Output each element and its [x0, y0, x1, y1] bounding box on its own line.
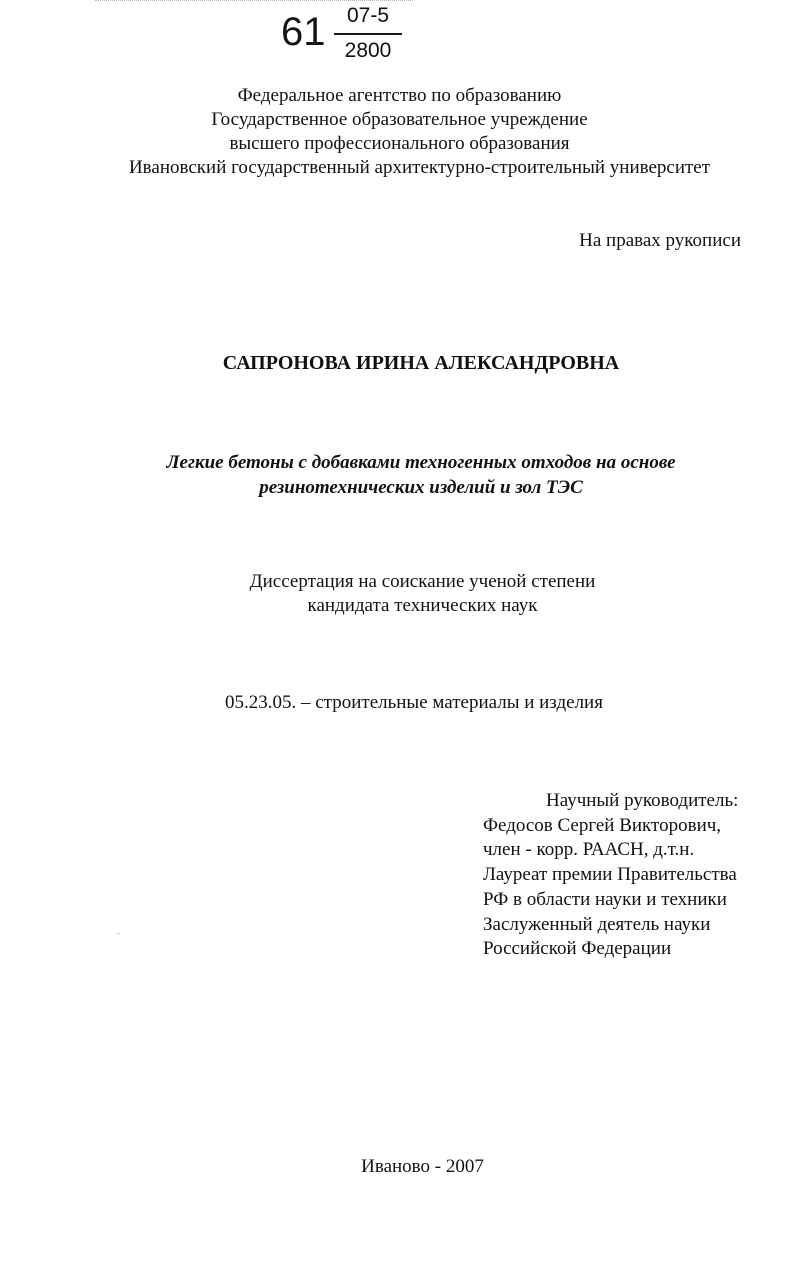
organization-line: Ивановский государственный архитектурно-строительный университет [128, 157, 711, 178]
scan-artifact-line [95, 0, 413, 3]
author-name: САПРОНОВА ИРИНА АЛЕКСАНДРОВНА [222, 352, 620, 374]
supervisor-line: Лауреат премии Правительства [483, 864, 737, 886]
degree-line: кандидата технических наук [307, 595, 538, 616]
supervisor-line: Российской Федерации [483, 938, 672, 960]
catalog-code-fraction [334, 4, 402, 63]
city-year: Иваново - 2007 [361, 1156, 484, 1177]
degree-line: Диссертация на соискание ученой степени [249, 571, 596, 592]
supervisor-line: член - корр. РААСН, д.т.н. [483, 839, 695, 861]
catalog-code-denominator: 2800 [344, 39, 392, 62]
organization-header [0, 84, 799, 180]
catalog-code-numerator: 07-5 [346, 4, 390, 27]
supervisor-block [483, 789, 738, 962]
supervisor-line: РФ в области науки и техники [483, 888, 727, 910]
catalog-code-main: 61 [281, 10, 326, 54]
supervisor-heading: Научный руководитель: [546, 790, 739, 811]
degree-statement [0, 570, 799, 618]
manuscript-note: На правах рукописи [579, 230, 741, 251]
catalog-code-divider [334, 33, 402, 35]
scan-speck [117, 933, 120, 934]
specialty-code: 05.23.05. – строительные материалы и изделия [225, 692, 603, 713]
title-line: резинотехнических изделий и зол ТЭС [259, 477, 583, 498]
organization-line: Государственное образовательное учреждение [211, 109, 588, 130]
title-line: Легкие бетоны с добавками техногенных отходов на основе [166, 452, 676, 473]
supervisor-line: Заслуженный деятель науки [483, 913, 711, 935]
dissertation-title [0, 450, 799, 500]
organization-line: Федеральное агентство по образованию [237, 85, 562, 106]
organization-line: высшего профессионального образования [229, 133, 570, 154]
supervisor-line: Федосов Сергей Викторович, [483, 814, 722, 836]
